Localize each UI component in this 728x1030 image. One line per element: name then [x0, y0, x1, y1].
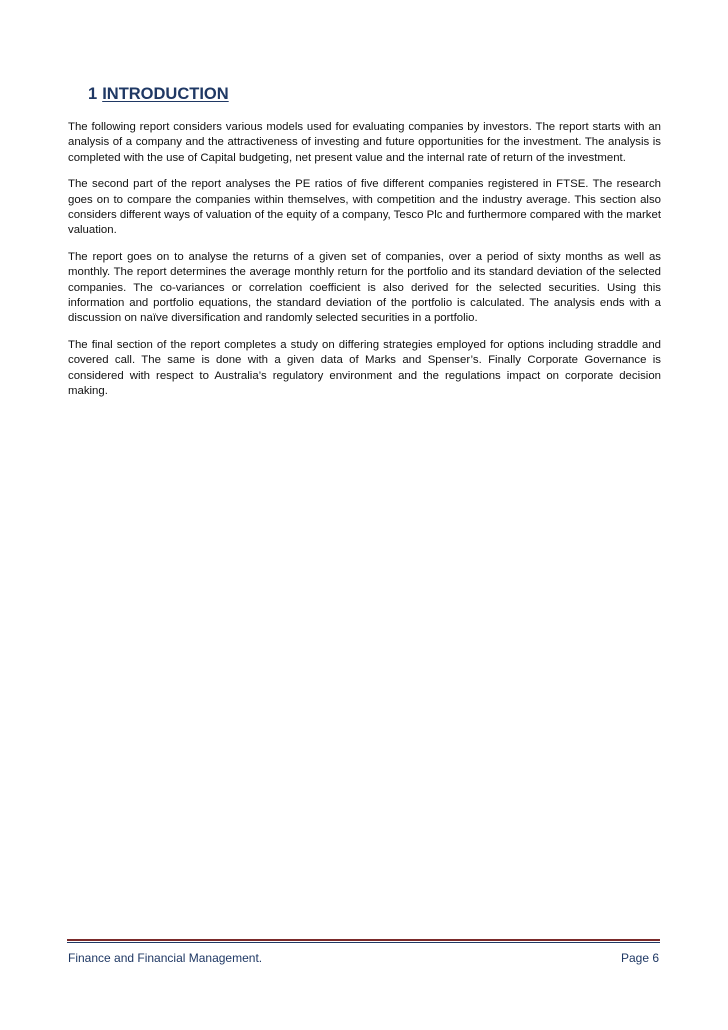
- paragraph: The final section of the report completes a study on differing strategies employed for options including straddle and covered call. The same is done with a given data of Marks and Spenser’s. Finally Corporate Governance is considered with respect to Australia’s regulatory environment and the regulations impact on corporate decision making.: [68, 338, 661, 398]
- footer-title: Finance and Financial Management.: [68, 951, 263, 965]
- body-text: [68, 120, 661, 411]
- paragraph: The following report considers various models used for evaluating companies by investors. The report starts with an analysis of a company and the attractiveness of investing and future opportunities for the investment. The analysis is completed with the use of Capital budgeting, net present value and the internal rate of return of the investment.: [68, 121, 661, 164]
- footer-rule-top: [67, 939, 660, 941]
- page-number: Page 6: [621, 951, 660, 965]
- footer-rule-bottom: [67, 942, 660, 943]
- section-number: 1: [88, 85, 98, 103]
- paragraph: The second part of the report analyses the PE ratios of five different companies registered in FTSE. The research goes on to compare the companies within themselves, with competition and the industry average. This section also considers different ways of valuation of the equity of a company, Tesco Plc and furthermore compared with the market valuation.: [68, 178, 661, 237]
- section-title: INTRODUCTION: [102, 85, 229, 103]
- paragraph: The report goes on to analyse the returns of a given set of companies, over a period of sixty months as well as monthly. The report determines the average monthly return for the portfolio and its standard deviation of the selected companies. The co-variances or correlation coefficient is also derived for the selected securities. Using this information and portfolio equations, the standard deviation of the portfolio is calculated. The analysis ends with a discussion on naïve diversification and randomly selected securities in a portfolio.: [68, 250, 661, 325]
- footer-rule: [67, 939, 660, 943]
- section-heading: [88, 85, 229, 104]
